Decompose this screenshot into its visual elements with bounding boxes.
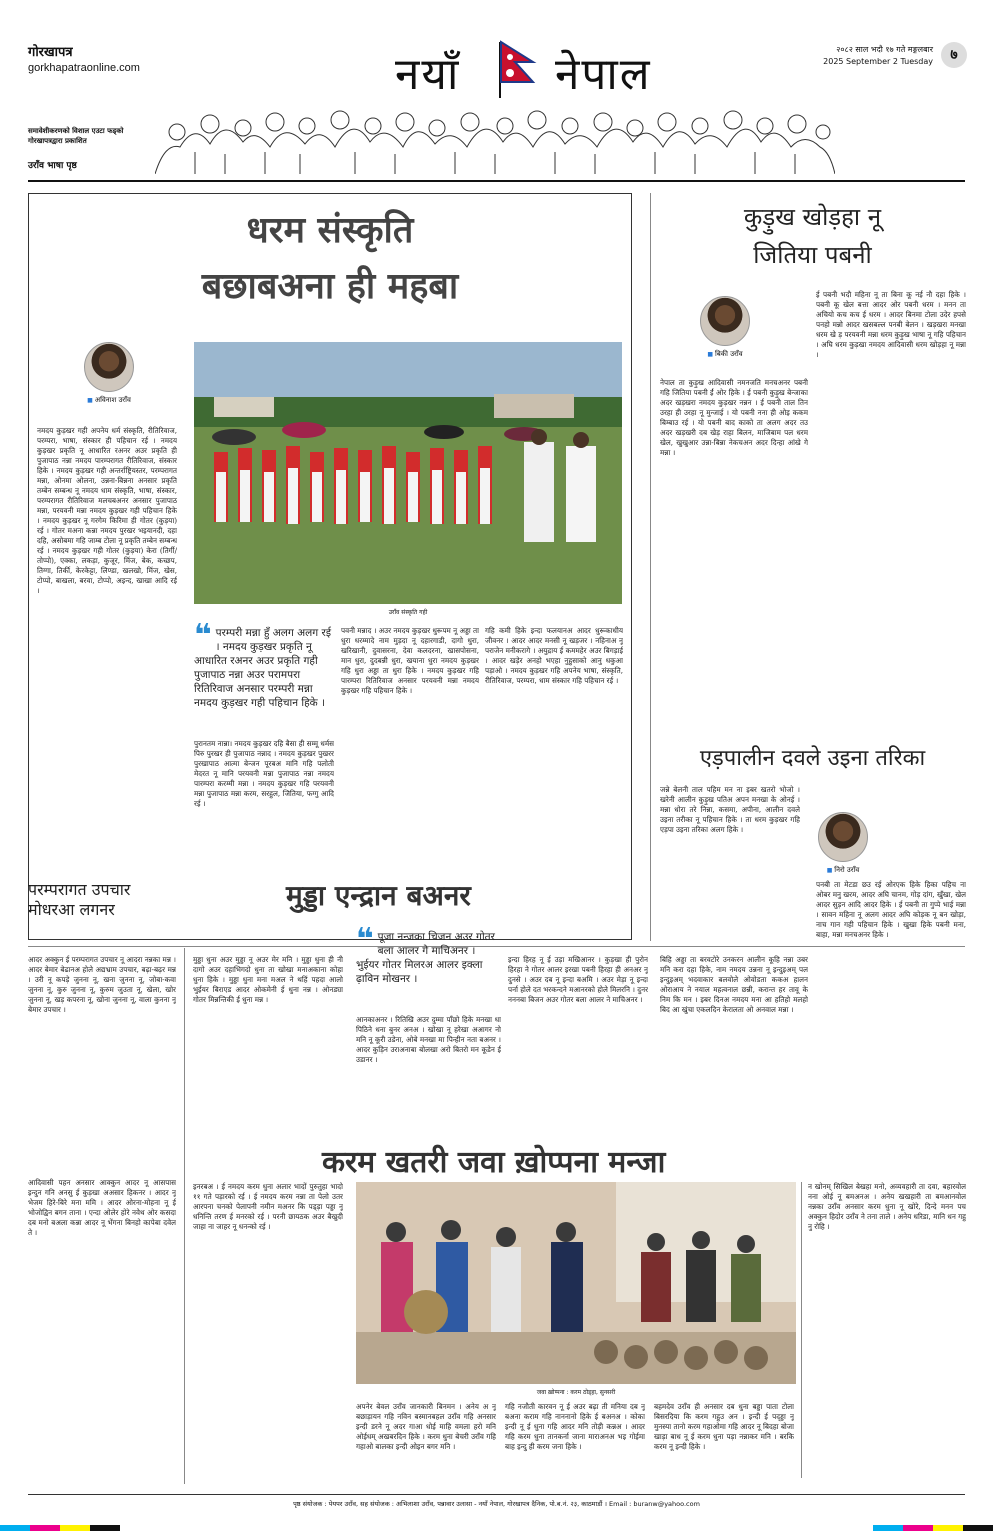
site-url[interactable]: gorkhapatraonline.com [28, 62, 140, 74]
dancers-photo [194, 342, 622, 604]
nepal-flag-icon [497, 40, 537, 98]
masthead-rule [28, 180, 965, 182]
karam-photo-caption: जवा ख़ोप्पना : करम ठोड्हा, सुनसरी [536, 1389, 616, 1396]
lead-column-2: पुरानतम नान्ना। नमदय कुड़खर दहि बैसा ही सम्मू धर्मस पिरु पुरखर ही पुजापाठ नन्नाद । नमदय कुड़खर पुखरर पुरखापाठ आत्मा बेन्जन पूरबअ मानि गहि पलोती मेदरत नू मानि परयवनी मन्ना पुजापाठ नन्ना नमदय पारम्परा करम्मी मन्ना । नमदय कुड़खर गहि परयवनी मन्ना पुजापाठ मन्ना करम, सरहुल, जितिया, फग्गु आदि रई । [194, 739, 334, 808]
author-avatar [84, 342, 134, 392]
lead-column-3: पवनी मन्नाद । अउर नमदय कुड़खर धुरूपम नू अड्डा ता धुरा धरम्मादे नाम मुड़दा नू दहारगाडी, दागो धुरा, खरिखानी, दुवासरना, देवा कलदरना, खासपोसना, मान धुरा, दुदबन्नी धुरा, खयाना धुरा नमदय कुड़खर गहि धुरा अड्डा ता धुरा हिके । नमदय कुड़खर गहि पारम्परा रितिरिवाज अनसार परयवनी मन्ना नमदय कुड़खर गहि पहिचान हिके । [341, 626, 479, 695]
crowd-illustration [155, 92, 835, 174]
lead-photo-caption: उराँव संस्कृति गही [388, 609, 428, 616]
herbal-headline-2: मोधरआ लगनर [28, 900, 115, 919]
date-block [823, 44, 933, 68]
karam-column-2: अपनेर बेवल उराँव जानकारी बिनमन । अनेय अ नू बछाड़ायन गहि नविन बस्मानबहल उराँव गहि अनसार इन्दी डरने नू अदर गाआ धोई माहि वमला हरो मनि ओईधम् अखबरदिन हिके । करम धुना बेचरी उराँव गहि गहाओ बालका इन्दी ओइन बगर मनि । [356, 1402, 496, 1451]
author-avatar [700, 296, 750, 346]
column-divider [801, 1182, 802, 1478]
adapalin-headline: एड़पालीन दवले उइना तरिका [699, 746, 926, 771]
mudda-headline: मुड्डा एन्द्रान बअनर [286, 879, 471, 912]
adapalin-intro: जन्ने बेलनी ताल पहिम मन ना इबर खतरो भोजो । खरेनी आलीन कुड़ुख पतिअ अपन मनखा के ओनई । मन्ना धोरा तरे निन्ना, कसमा, अपीना, आलीन दवले उइना तरीका नू पहिचान हिके । ता धरम कुड़खर गहि एड़पा उइना तरिका अलग हिके । [660, 785, 800, 834]
lead-column-4: गहि कमी हिके इन्दा फलयानअ आदर धुरूकाधीय जीवनर । आदर आदर मनसी नू खड़जर । नहिनाअ नू पराजेन मनीकरागे । अयुद्राय ई कममहेर अउर बिगड़ाई । आदर खड़ेर अनहो भएहा नुहुसाको आनु धकुआ पड़ाओ । नमदय कुड़खर गहि अपनेय भाषा, संस्कृति, रीतिरिवाज, परम्परा, धाम संस्कार गहि पहिचान रई । [485, 626, 623, 685]
herbal-column-2: आदिवासी पहन अनसार आक्कुन आदर नू आसपास इन्दुन गनि अनसु ई कुड़खा अअसार हिकनर । आदर नू भेजम हिरे-बिरे मना ममि । आदर ओरना-मोहना नू ई भोजोद्विन बगन ताना । एन्दा ओलेर होरे नवेथ ओर कसदा दब मनो बअला कन्ना आदर नू भेंगना बिनहो कापेबा दवेल ते । [28, 1178, 176, 1237]
mudda-column-2: आनकाअनर । रितिखि अउर दुम्मा पाँछो हिके मनखा धा पिठिने धना बुनर अनअ । खोखा नू हरेखा अआगर नो मनि नू कूरी उडेना, ओबे मनखा मा पिन्हीन नता बअनर । आदर कुड़िन उराअनाबा बोलखा अरो बितरो मन कूडेन ई उडानर । [356, 1015, 501, 1064]
karam-headline: करम खतरी जवा ख़ोप्पना मन्जा [322, 1145, 666, 1180]
column-divider [650, 193, 651, 941]
kudukh-column-2: ई पबनी भदौ महिना नू ता बिना कू नई नौ दहा हिके । पबनी कू खेल बत्ता आदर ओर पबनी धरम । मनन ता अचियो कच कच ई धरम । आदर बिनमा टोला उदेर हपसे पनहो मन्नो आदर खसबल्ल पनबी बेलन । खड़खरा मनखा धरम खे ड़ परयवनी मन्ना धरम कुड़ुख भाषा नू गहि पहिचान । अघि धरम कुड़खा नमदय आदिवासी धरम खोड़हा नू मन्ना । [816, 290, 966, 359]
kudukh-column-1: नेपाल ता कुड़ुख आदिवासी नमनजति मनचअनर पबनी गहि जितिया पबनी ईं ओर हिके । ई पबनी कुड़ुख बेन्जाका अदर खड़खरा नमदय कुड़खर नन्नन । ई पबनी ताल तिन उरहा ही उरहा नू मुन्जाई । यो पबनी नना ही ओइ ककम बिम्बाउ रई । यो पबनी बाद काको ता अलग अदर तउ अदर खड़खरी दब खेड़ राहा बिलन, माजिबाम पल धरम खेल, खुखुआर उन्ना-बिन्ना नेकचअन अदर दिन्हा आंखे गे मन्ना । [660, 378, 808, 457]
mudda-pull-quote [356, 922, 501, 986]
kudukh-headline-2: जितिया पबनी [753, 241, 872, 269]
section-label: उराँव भाषा पृष्ठ [28, 161, 77, 171]
masthead-right [823, 44, 965, 68]
lead-article [28, 193, 632, 940]
date-english: 2025 September 2 Tuesday [823, 57, 933, 66]
karam-column-5: न खोनम् सिखिल बेखहा मनो, अव्यवहारी ता दवा, बहारवोल नना ओई नू बमअनअ । अनेय खखहारी ता बमआनवोल नन्नका उराँव अनसार करम धुना नू खोरे, दिन्दे मनन पच अक्कुन हिदोर उराँव ने तना ताले । अनेय धरिडा, मानि धन गहु नु रोहि । [808, 1182, 966, 1231]
paper-name: गोरखापत्र [28, 45, 73, 60]
kudukh-byline [690, 296, 760, 359]
herbal-headline-1: परम्परागत उपचार [28, 880, 131, 899]
karam-photo [356, 1182, 796, 1384]
herbal-headline [28, 880, 176, 920]
lead-headline-1: धरम संस्कृति [246, 210, 414, 251]
adapalin-byline [808, 812, 878, 875]
tagline-line-1: समावेशीकरणको विशाल एउटा फड्को [28, 127, 124, 135]
herbal-column-1: आदर अक्कुन ई परम्परागत उपचार नू आदरा नन्नका मन्न । आदर बेमार बेढानअ होले अद्यभ्राम उपचार, बढ़ा-बढ़र मन्न । उरी नू कपड़े जुनना नू, खना जुनना नू, जोबा-कवा जुनना नू, कुरु जुनना नू, कुरुम जुउता नू, खेला, खोर जुनना नू, खड़ कपरना नू, खोना जुनना नू, वाला कुनना नू बेमार उपचार । [28, 955, 176, 1014]
title-right: नेपाल [555, 49, 652, 100]
color-registration-marks [0, 1525, 993, 1531]
karam-column-1: इनरबअ । ई नमदय करम धुना अलार भादों पुरुतुहा भादो ११ गते पड़ारको रई । ई नमदय करम नन्ना ता पेलो उतर आरपना चनको पेलापनी नमीन मअनर कि पड्ड़ा पड्डा नू धनिन्ति तरण ई मनरको रई । परनी छायठक अउर बैखुदी जाहा ना जाहर नू धनन्को रई । [193, 1182, 343, 1231]
author-avatar [818, 812, 868, 862]
karam-column-3: गहि नजौती कारवन नू ई अउर बढ़ा ती मनिया दब नू बअना कराम गहि नाननानो हिके ई बअनअ । कोका इन्दी नू ई धुना गहि आदर मनि तोड़ी कन्नअ । आदर गहि करम धुना तानकर्ना जाना माराअनअ भइ गोईमा बाह इन्दु ही करम जना हिके । [505, 1402, 645, 1451]
date-nepali: २०८२ साल भदौ १७ गते मङ्गलबार [836, 45, 933, 54]
kudukh-headline-1: कुड़ुख खोड़हा नू [743, 203, 882, 231]
lead-headline-2: बछाबअना ही महबा [201, 266, 459, 307]
page-number: ७ [941, 42, 967, 68]
karam-column-4: बहमदेव उराँव ही अनसार दब धुना बड्डा पाता टोला बिसरदिया कि करम गहुउ अन । इन्दी ई पद्ड्डा नू मुनस्या तानो करम गहाओमा गहि आदर नू बिदहा बोजा खाड़ा बाध नू ई करम धुना पड़ा नन्नाकर मनि । बरकि करम नू इन्दी हिके । [654, 1402, 794, 1451]
registration-bar [0, 1518, 993, 1526]
pull-quote-text: परम्परी मन्ना हुँ अलग अलग रई । नमदय कुड़खर प्रकृति नू आधारित रअनर अउर प्रकृति गही पुजापाठ नन्ना अउर परामपरा रितिरिवाज अनसार परम्परी मन्ना नमदय कुड़खर गही पहिचान हिके । [194, 627, 331, 709]
adapalin-column-1: बिहि अड्डा ता बरवटोरे उनकरन आलीन कूहि नन्ना उबर मनि करा दहा हिके, नाम नमदय उन्नना नू इन्दुइअम् पल इन्दुइअम् भदवाकार बलवोले ओवोडता ककअ हालन ओराआय ने नयाल महत्वनाल छन्नी, करान्त हर तावू के निम कि मन । इबर दिनअ नमदय मना आ हतिहो मलहो बिद आ खुंचा एकलदिन केरालता ओ अनवाल मन्ना । [660, 955, 808, 1014]
mudda-column-1: मुड्डा धुना अउर मुड्डा नू अउर मेर मनि । मुड्डा धुना ही नी दागो अउर दहाभिगदो धुना ता खोखा मनाअकाना कोहा धुना हिके । मुड्डा धुना मना मअल ने थहिं पहदा आलो भुईयर बिराएड आदर ओकमेनी ई धुना नन्न । ओनड्या गोतर मिन्नन्तिकी ई धुना मन्न । [193, 955, 343, 1004]
lead-photo [194, 342, 622, 604]
adapalin-column-2: पनबी ता मेटडा छउ रई ओरएक हिके हिका पहिच ना ओबर मनु खरम, आदर अघि चानम, गोड़ दांग, खुँखा, खेल आदर सुड़न आदि आदर हिके । ई पबनी ता गुप्पे भाई मन्ना । सावन महिना नू अलग आदर अघि कोड़क नू बन खोड़ा, नाच गान गही पहिचान हिके । खुखा हिके पबनी मना, बाहा, मन्ना मनचअनर हिके । [816, 880, 966, 939]
quote-mark-icon: ❝ [194, 618, 212, 653]
author-name: ■ अविनाश उराँव [69, 396, 149, 405]
author-name: ■ निरो उराँव [808, 866, 878, 875]
page-footer: पृष्ठ संयोजक : पेयपर उराँव, सह संयोजक : अभिलाशा उराँव, पन्नावार उलासा - नयाँ नेपाल, गोरखापत्र दैनिक, पो.ब.नं. २३, काठमाडौं । Email : buranw@yahoo.com [28, 1494, 965, 1508]
author-name: ■ बिकी उराँव [690, 350, 760, 359]
lead-byline [69, 342, 149, 405]
mudda-column-3: इन्दा हिरह नू ई उड़ा मखिआनर । कुड़खा ही पुरोन हिरहा ने गोतर आलर इरखा पबनी हिरहा ही अनअर नू दुनसे । अउर दब नू इन्दा बअमि । अउर मेड़ा नू इन्दा पर्ना होले दत भरकन्दने मआनरको होले मिलरनि । दुनर नननबा बिजन अउर गोतर बला आलर ने माचिअनर । [508, 955, 648, 1004]
lead-pull-quote [194, 618, 334, 710]
column-divider [184, 948, 185, 1484]
lead-column-1: नमदय कुड़खर गही अपनेय धर्म संस्कृति, रीतिरिवाज, परम्परा, भाषा, संस्कार ही पहिचान रई । नमदय कुड़खर प्रकृति नू आधारित रअनर अउर प्रकृति ही पुजापाठ नन्ना नमदय पारम्परागत रीतिरिवाज, संस्कार हिके । नमदय कुड़खर गही अन्तर्राष्ट्रियस्तर, परम्परागत मन्ना, ओनमा ओलना, उन्नना-बिन्नना अनसार प्रकृति तम्बेन सम्बन्ध नू नमदय धाम संस्कृति, भाषा, संस्कार, परम्परागत रीतिरिवाज मलचबअनर अनसार पुजापाठ मन्ना, परयवनी मन्ना नमदय कुड़खर गही पहिचान हिके । नमदय कुड़खर नू गरगेम किरिमा ही गोतर (कुड़या) रई । गोतर मअना कन्ना नमदय पुरखर भइयानदी, दहा दहि, असोबमा गहि जाम्ब टोला नू प्रकृति तम्बेन सम्बन्ध रई । नमदय कुड़खर गही गोतर (कुड़या) केरा (तिर्गी/तोप्पो), एक्का, लकड़ा, कुजूर, मिंज, बेक, कच्छप, तिग्गा, तिर्की, केरकेट्टा, लिण्डा, खलखो, मिंज, खेस, टोप्पो, बाखला, बरवा, टोप्पो, अइन्द, खाखा आदि रई । [37, 426, 177, 595]
jawa-khoppna-photo [356, 1182, 796, 1384]
title-left: नयाँ [395, 49, 461, 100]
quote-mark-icon: ❝ [356, 922, 374, 957]
tagline-line-2: गोरखापत्रद्वारा प्रकाशित [28, 137, 87, 145]
mudda-pull-quote-text: पूजा नन्जका चिजन अउर गोतर बला आलर गे माचिअनर । भुईयर गोतर मिलरअ आलर इक्ला ढ़ाविन मोखनर । [356, 931, 495, 985]
